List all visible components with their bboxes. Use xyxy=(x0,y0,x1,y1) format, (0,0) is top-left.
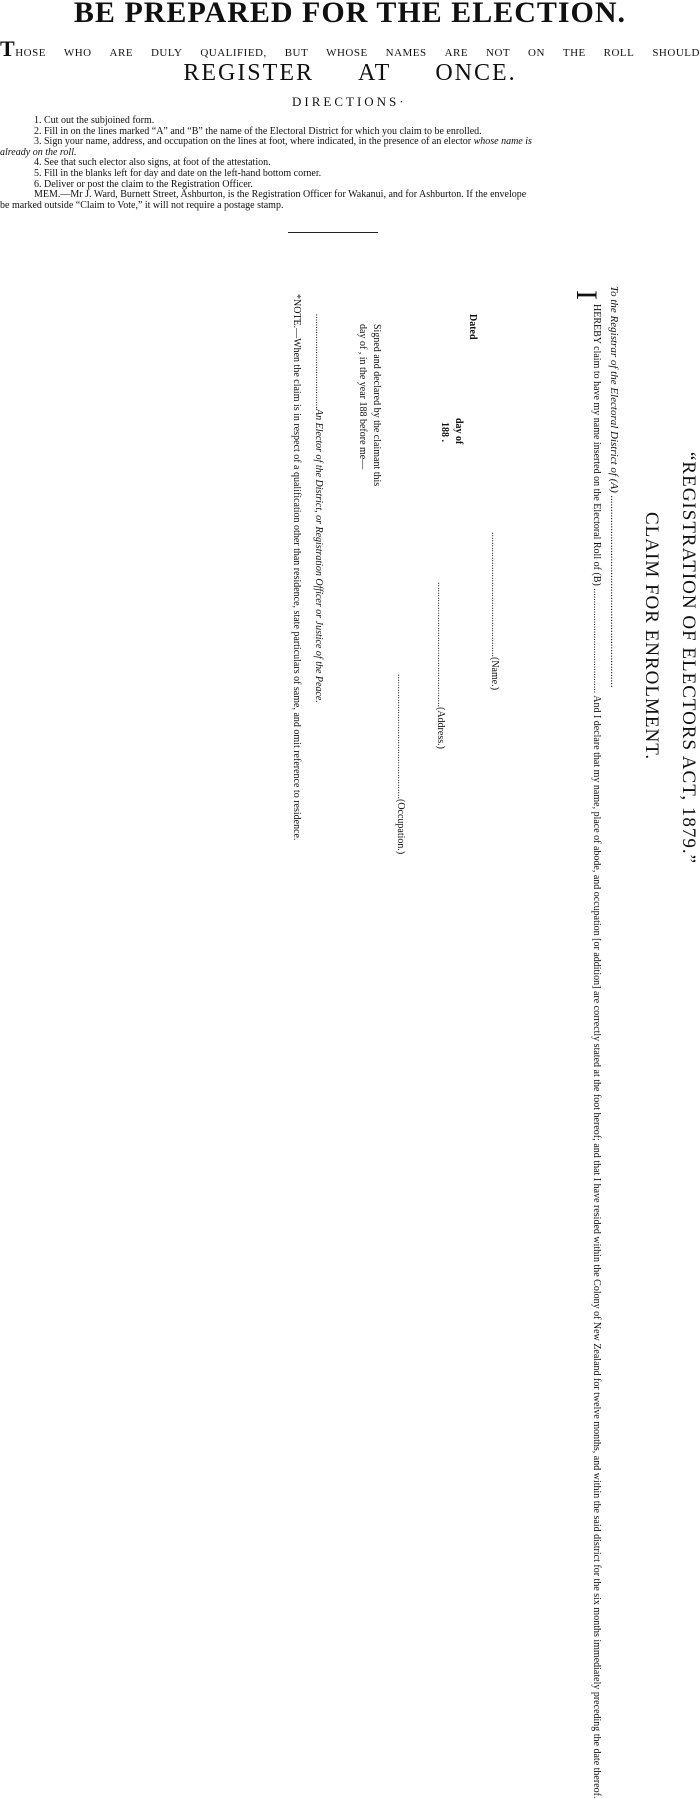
subline-word: ARE xyxy=(444,47,469,59)
drop-cap: I xyxy=(570,290,603,300)
subline-word: SHOULD xyxy=(652,47,700,59)
subline-word: WHOSE xyxy=(326,47,368,59)
direction-memo: be marked outside “Claim to Vote,” it will not require a postage stamp. xyxy=(0,199,284,211)
direction-item: 2. Fill in on the lines marked “A” and “B” the name of the Electoral District for which you claim to be enrolled. xyxy=(34,125,482,137)
subline-word: THOSE xyxy=(0,36,46,61)
direction-item: already on the roll. xyxy=(0,146,77,158)
subline-word: ROLL xyxy=(603,47,635,59)
elector-attestation-line: ......................................An Elector of the District, or Registration Officer or Justice of the Peace. xyxy=(313,314,324,703)
register-word: REGISTER xyxy=(183,60,314,86)
subline-word: NAMES xyxy=(385,47,427,59)
subline-word: NOT xyxy=(486,47,511,59)
subline-word: THE xyxy=(562,47,586,59)
claim-title: CLAIM FOR ENROLMENT. xyxy=(641,512,662,761)
year-label: 188 . xyxy=(439,422,450,442)
subline-word: ARE xyxy=(109,47,134,59)
directions-title: DIRECTIONS· xyxy=(292,94,407,109)
subline xyxy=(0,36,700,61)
direction-memo: MEM.—Mr J. Ward, Burnett Street, Ashburton, is the Registration Officer for Wakanui, and for Ashburton. If the envelope xyxy=(34,189,527,201)
signed-declared-text: Signed and declared by the claimant this xyxy=(371,324,382,487)
register-heading xyxy=(0,60,700,87)
subline-word: DULY xyxy=(150,47,183,59)
direction-item: 6. Deliver or post the claim to the Registration Officer. xyxy=(34,178,253,190)
address-field: ..................................................(Address.) xyxy=(435,582,446,749)
declaration-text: I HEREBY claim to have my name inserted on the Electoral Roll of (B) .......................................... And I declare that my name, place of abode, and occupation [or addition] are correctly stated at the foot hereof; and that I have resided within the Colony of New Zealand for twelve months, and within the said district for the six months immediately preceding the date thereof. xyxy=(570,290,603,1798)
divider-rule xyxy=(288,232,378,233)
subline-word: BUT xyxy=(284,47,309,59)
name-field: ..................................................(Name.) xyxy=(489,532,500,691)
subline-word: WHO xyxy=(63,47,92,59)
register-word: ONCE. xyxy=(435,60,517,86)
drop-initial: T xyxy=(0,36,16,61)
claim-form xyxy=(270,282,700,1798)
direction-item: 1. Cut out the subjoined form. xyxy=(34,115,155,126)
day-of-year-text: day of , in the year 188 before me— xyxy=(357,324,368,470)
dated-label: Dated xyxy=(467,314,478,340)
register-word: AT xyxy=(357,60,392,86)
occupation-field: ..................................................(Occupation.) xyxy=(395,674,406,855)
to-registrar-line: To the Registrar of the Electoral District of (A) ...................................................................... xyxy=(608,286,620,688)
day-of-label: day of xyxy=(453,418,464,445)
footnote: *NOTE.—When the claim is in respect of a qualification other than residence, state particulars of same, and omit reference to residence. xyxy=(291,294,302,841)
subline-word: ON xyxy=(528,47,545,59)
subline-word: QUALIFIED, xyxy=(200,47,267,59)
direction-item: 4. See that such elector also signs, at foot of the attestation. xyxy=(34,157,271,169)
act-title: “REGISTRATION OF ELECTORS ACT, 1879.” xyxy=(678,452,699,865)
direction-item: 5. Fill in the blanks left for day and date on the left-hand bottom corner. xyxy=(34,168,322,179)
direction-item: 3. Sign your name, address, and occupation on the lines at foot, where indicated, in the presence of an elector whose name is xyxy=(34,136,532,148)
headline: BE PREPARED FOR THE ELECTION. xyxy=(73,0,627,29)
